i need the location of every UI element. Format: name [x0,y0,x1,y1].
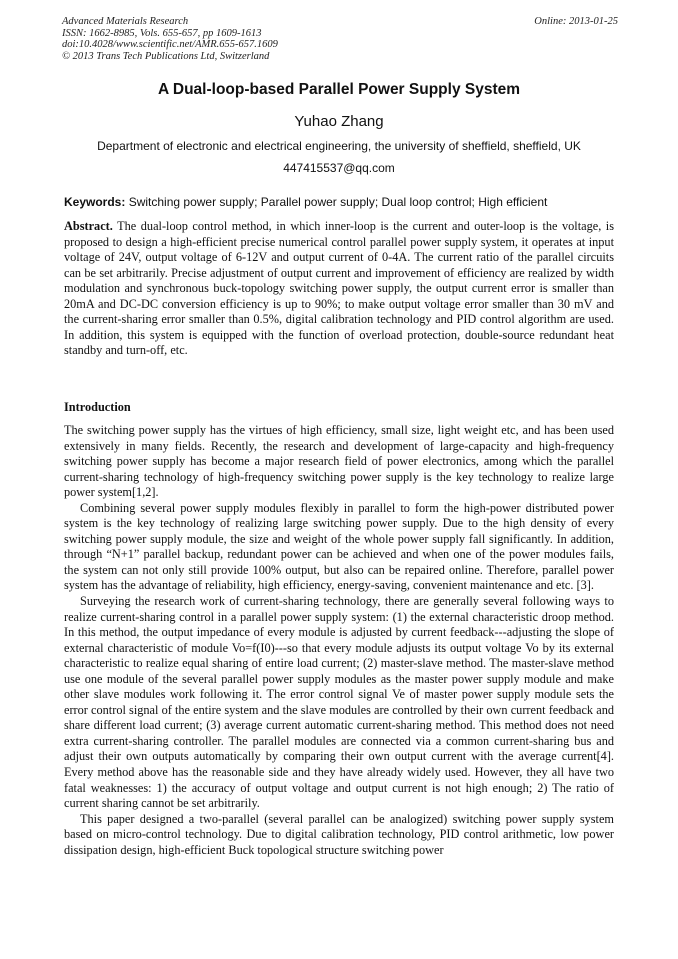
intro-paragraph: This paper designed a two-parallel (several parallel can be analogized) switching power supply system based on micro-control technology. Due to digital calibration technology, PID control arithmetic, low power dissipation design, high-efficient Buck topological structure switching power [64,811,614,857]
keywords-label: Keywords: [64,195,126,209]
issn-line: ISSN: 1662-8985, Vols. 655-657, pp 1609-1613 [62,27,262,39]
keywords-text: Switching power supply; Parallel power supply; Dual loop control; High efficient [128,195,548,209]
intro-paragraph: Combining several power supply modules flexibly in parallel to form the high-power distributed power system is the key technology of realizing large switching power supply. Due to the high density of every switching power supply module, the size and weight of the whole power supply fall significantly. In addition, through “N+1” parallel backup, redundant power can be achieved and when one of the power modules fails, the system can not only still provide 100% output, but also can be repaired online. Therefore, parallel power system has the advantage of reliability, high efficiency, energy-saving, convenient maintenance and etc. [3]. [64,500,614,593]
journal-header [62,16,618,62]
abstract [64,219,614,359]
online-date: Online: 2013-01-25 [534,16,618,27]
intro-paragraph: The switching power supply has the virtues of high efficiency, small size, light weight etc, and has been used extensively in many fields. Recently, the research and development of large-capacity and high-frequency switching power supply has become a major research field of power electronics, among which the parallel current-sharing technology of high-frequency switching power supply is the key technology to realize large power system[1,2]. [64,423,614,500]
author-email: 447415537@qq.com [283,161,395,175]
paper-title: A Dual-loop-based Parallel Power Supply System [157,81,521,98]
keywords [64,195,616,209]
journal-name: Advanced Materials Research [62,16,189,27]
abstract-text: The dual-loop control method, in which inner-loop is the current and outer-loop is the voltage, is proposed to design a high-efficient precise numerical control parallel power supply system, it operates at input voltage of 24V, output voltage of 6-12V and output current of 0-4A. The current ratio of the parallel circuits can be set arbitrarily. Precise adjustment of output current and improvement of efficiency are realized by width modulation and synchronous buck-topology switching power supply, the output current error is smaller than 20mA and DC-DC conversion efficiency is up to 90%; to make output voltage error smaller than 30 mV and the current-sharing error smaller than 0.5%, digital calibration technology and PID control algorithm are used. In addition, this system is equipped with the function of overload protection, double-source redundant heat standby and turn-off, etc. [64,219,614,358]
introduction-body [64,423,614,858]
copyright-line: © 2013 Trans Tech Publications Ltd, Switzerland [62,50,270,62]
author-name: Yuhao Zhang [294,113,384,130]
abstract-label: Abstract. [64,219,113,233]
doi-line: doi:10.4028/www.scientific.net/AMR.655-657.1609 [62,39,278,50]
intro-paragraph: Surveying the research work of current-sharing technology, there are generally several following ways to realize current-sharing control in a parallel power supply system: (1) the external characteristic droop method. In this method, the output impedance of every module is adjusted by current feedback---adjusting the slope of external characteristic of module Vo=f(I0)---so that every module adjusts its output voltage Vo by its external characteristic to realize equal sharing of entire load current; (2) master-slave method. The master-slave method use one module of the several parallel power supply modules as the master power supply module and make other slave modules work following it. The error control signal Ve of master power supply module sets the error control signal of the entire system and the slave modules are controlled by their own current feedback and share different load current; (3) average current automatic current-sharing method. This method does not need extra current-sharing controller. The parallel modules are connected via a common current-sharing bus and adjust their own outputs automatically by comparing their own output current with the average current[4]. Every method above has the reasonable side and they have already widely used. However, they all have two fatal weaknesses: 1) the accuracy of output voltage and output current is not high enough; 2) The ratio of current sharing cannot be set arbitrarily. [64,594,614,811]
author-affiliation: Department of electronic and electrical engineering, the university of sheffield, sheffield, UK [97,139,581,153]
section-heading-introduction: Introduction [64,400,131,414]
